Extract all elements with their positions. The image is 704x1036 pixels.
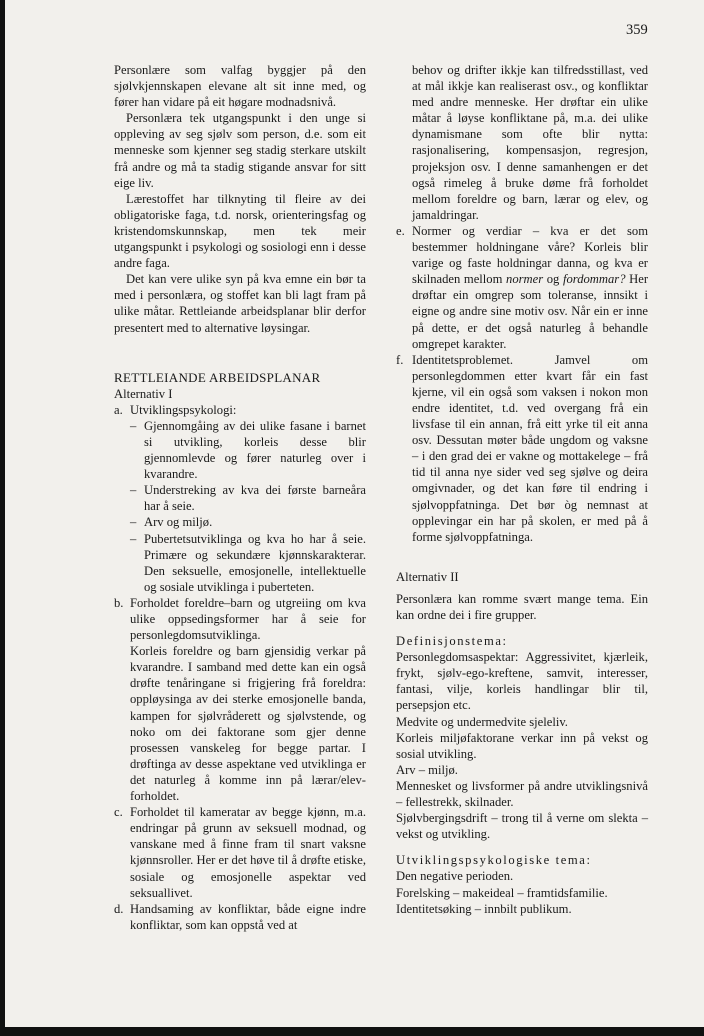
italic-term: fordommar?: [562, 272, 626, 287]
list-marker: f.: [396, 352, 404, 367]
paragraph: Lærestoffet har tilknyting til fleire av dei obligatoriske faga, t.d. norsk, orienteringsfag og kristendomskunnskap, men tek meir utgangspunkt i psykologi og sosiologi enn i desse andre faga.: [114, 191, 366, 271]
topic-line: Korleis miljøfaktorane verkar inn på vekst og sosial utvikling.: [396, 730, 648, 761]
topic-line: Identitetsøking – innbilt publikum.: [396, 901, 572, 916]
paragraph: Det kan vere ulike syn på kva emne ein bør ta med i personlæra, og stoffet kan bli lagt fram på ulike måtar. Rettleiande arbeidsplanar blir derfor presentert med to alternative løysingar.: [114, 272, 366, 335]
topic-line: Personlegdomsaspektar: Aggressivitet, kjærleik, frykt, sjølv-ego-kreftene, samvit, interesser, fantasi, vilje, korleis handlingar blir til, persepsjon etc.: [396, 650, 648, 713]
topic-line: Sjølvbergingsdrift – trong til å verne om slekta – vekst og utvikling.: [396, 811, 648, 842]
right-column: [396, 62, 648, 917]
list-item-title: Utviklingspsykologi:: [130, 402, 237, 417]
scan-edge-bottom: [0, 1027, 704, 1036]
list-item-text: Handsaming av konfliktar, både eigne indre konfliktar, som kan oppstå ved at: [130, 901, 366, 932]
dash-list: [114, 418, 366, 595]
topic-line: Mennesket og livsformer på andre utviklingsnivå – fellestrekk, skilnader.: [396, 778, 648, 810]
subsection-heading: Utviklingspsykologiske tema:: [396, 853, 592, 868]
paragraph: Personlære som valfag byggjer på den sjølvkjennskapen elevane alt sit inne med, og fører han vidare på eit høgare modnadsnivå.: [114, 63, 366, 110]
list-marker: d.: [114, 901, 124, 916]
section-heading: RETTLEIANDE ARBEIDSPLANAR: [114, 369, 321, 385]
list-item-a: [114, 402, 366, 418]
dash-item: – Gjennomgåing av dei ulike fasane i barnet si utvikling, korleis desse blir gjennomlevde og fører naturleg over i kvarandre.: [130, 418, 366, 482]
list-marker: b.: [114, 595, 124, 610]
list-item-d: [114, 901, 366, 933]
list-marker: a.: [114, 402, 123, 417]
topic-line: Forelsking – makeideal – framtidsfamilie.: [396, 885, 608, 900]
alternative-label: Alternativ II: [396, 569, 459, 584]
list-item-c: [114, 804, 366, 901]
list-item-d-continuation: behov og drifter ikkje kan tilfredsstillast, ved at mål ikkje kan realiserast osv., og konfliktar med andre menneske. Her drøftar ein ulike måtar å løyse konfliktane på, m.a. dei ulike dynamismane som ofte blir nytta: rasjonalisering, kompensasjon, regresjon, projeksjon osv. I denne samanhengen er det også rimeleg å bruke døme frå forholdet mellom foreldre og barn, lærar og elev, og jamaldringar.: [412, 63, 648, 222]
paragraph: Personlæra tek utgangspunkt i den unge si oppleving av seg sjølv som person, d.e. som eit menneske som kjenner seg stadig sterkare utskilt frå andre og må ta stadig stigande ansvar for sitt eige liv.: [114, 111, 366, 190]
list-item-f: [396, 352, 648, 545]
topic-line: Arv – miljø.: [396, 762, 458, 777]
paragraph: Personlæra kan romme svært mange tema. Ein kan ordne dei i fire grupper.: [396, 591, 648, 622]
list-item-continuation: Korleis foreldre og barn gjensidig verkar på kvarandre. I samband med dette kan ein også drøfte tenåringane si frigjering frå foreldra: oppløysinga av dei sterke emosjonelle banda, kampen for sjølvråderett og sjølvstende, og noko om dei faktorane som gjer denne prosessen vanskeleg for begge partar. I drøftinga av desse aspektane ved utviklinga er det naturleg å komme inn på lærar/elev-forholdet.: [130, 644, 366, 804]
topic-line: Den negative perioden.: [396, 869, 514, 884]
alternative-label: Alternativ I: [114, 386, 173, 401]
list-item-text: Forholdet til kameratar av begge kjønn, m.a. endringar på grunn av seksuell modnad, og vanskane med å finne fram til snart vaksne kjønnsroller. Her er det høve til å drøfte etiske, sosiale og emosjonelle aspektar ved seksuallivet.: [130, 805, 366, 900]
list-item-b: [114, 595, 366, 643]
list-marker: e.: [396, 223, 405, 238]
list-marker: c.: [114, 805, 123, 820]
italic-term: normer: [506, 272, 544, 287]
list-item-text: Identitetsproblemet. Jamvel om personlegdommen etter kvart får ein fast kjerne, vil ein også som vaksen i nokon mon endre identitet, t.d. ved overgang frå ein livsfase til ein annan, frå eitt yrke til eit anna osv. Dessutan møter både ungdom og vaksne – i den grad dei er vakne og mottakelege – frå tid til anna nye sider ved seg sjølve og deira omgivnader, og det kan føre til endring i sjølvoppfatninga. Det bør òg nemnast at opplevingar ein har på skolen, er med på å forme sjølvoppfatninga.: [412, 352, 648, 544]
dash-item: – Arv og miljø.: [130, 515, 213, 530]
left-column: [114, 62, 366, 933]
scan-edge-left: [0, 0, 5, 1036]
list-item-e: e. Normer og verdiar – kva er det som bestemmer holdningane våre? Korleis blir varige og faste holdningar danna, og kva er skilnaden mellom normer og fordommar? Her drøftar ein omgrep som toleranse, innsikt i eigne og andre sine motiv osv. Når ein er inne på dette, er det også naturleg å behandle omgrepet karakter.: [396, 223, 649, 351]
subsection-heading: Definisjonstema:: [396, 634, 508, 649]
dash-item: – Understreking av kva dei første barneåra har å seie.: [130, 483, 366, 514]
page-number: 359: [626, 22, 648, 38]
list-item-text: Forholdet foreldre–barn og utgreiing om kva ulike oppsedingsformer har å seie for personlegdomsutviklinga.: [130, 595, 366, 643]
dash-item: – Pubertetsutviklinga og kva ho har å seie. Primære og sekundære kjønnskarakterar. Den seksuelle, emosjonelle, intellektuelle og sosiale utviklinga i puberteten.: [130, 531, 366, 594]
topic-line: Medvite og undermedvite sjeleliv.: [396, 714, 568, 729]
